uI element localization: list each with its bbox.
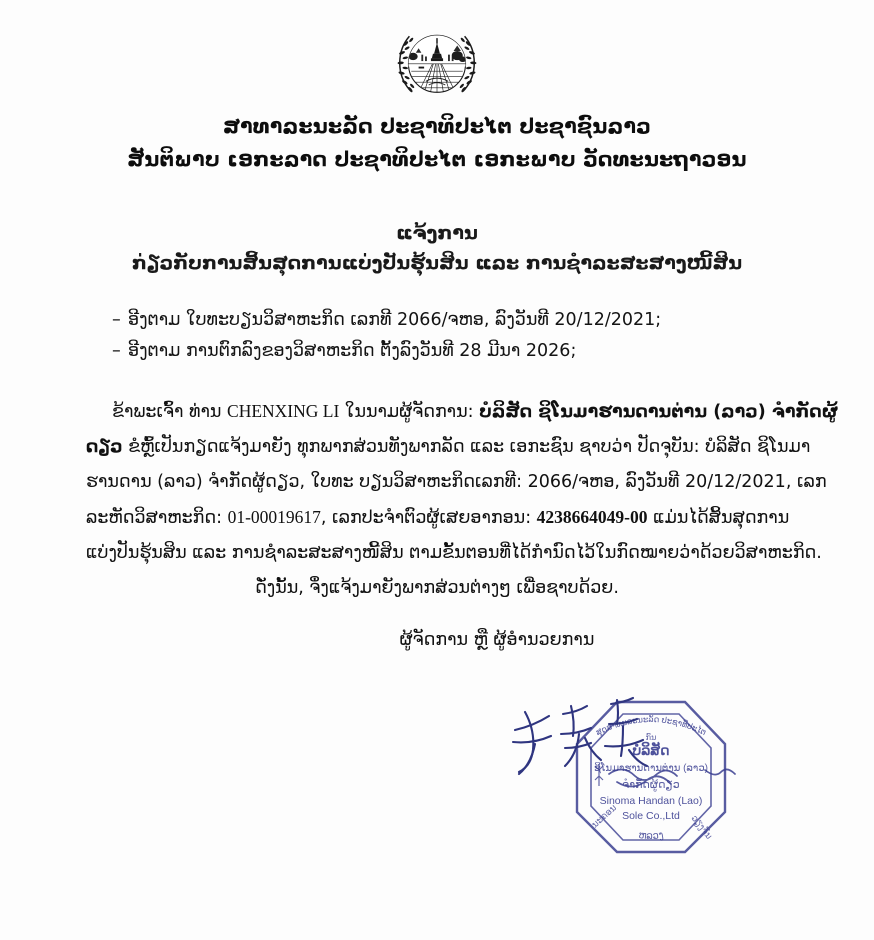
company-name: ບໍລິສັດ ຊິໂນມາຮານດານຕ່ານ (ລາວ) ຈຳກັດຜູ້ — [479, 402, 838, 422]
body-line-1-prefix: ຂ້າພະເຈົ້າ ທ່ານ — [112, 402, 228, 422]
body-line-1 — [86, 394, 838, 430]
signature-and-seal-area — [505, 690, 765, 890]
body-line-4-tail: ແມ່ນໄດ້ສິ້ນສຸດການ — [647, 508, 790, 528]
body-line-3: ຮານດານ (ລາວ) ຈຳກັດຜູ້ດຽວ, ໃບທະ ບຽນວິສາຫະກິດເລກທີ: 2066/ຈຫອ, ລົງວັນທີ 20/12/2021, ເລກ — [86, 472, 827, 492]
body-line-4 — [86, 500, 790, 536]
document-subtitle: ກ່ຽວກັບການສິ້ນສຸດການແບ່ງປັນຮຸ້ນສິນ ແລະ ການຊຳລະສະສາງໜີ້ສິນ — [131, 252, 743, 274]
reference-item — [112, 305, 772, 336]
seal-line-5: Sinoma Handan (Lao) — [599, 795, 703, 807]
enterprise-code-value: 01-00019617 — [227, 507, 321, 527]
lao-national-emblem-icon — [391, 16, 483, 108]
seal-line-1: ກົນ — [645, 733, 657, 742]
bullet-dash: – — [112, 310, 121, 330]
emblem-container — [0, 16, 874, 108]
national-motto-line: ສັນຕິພາບ ເອກະລາດ ປະຊາທິປະໄຕ ເອກະພາບ ວັດທະນະຖາວອນ — [127, 147, 747, 171]
body-paragraph — [86, 394, 838, 571]
seal-line-6: Sole Co.,Ltd — [622, 810, 680, 822]
tax-id-value: 4238664049-00 — [536, 507, 648, 527]
body-line-2-text: ຂໍຫຼົ້ເປັນກຽດແຈ້ງມາຍັງ ທຸກພາກສ່ວນທັງພາກລັດ ແລະ ເອກະຊົນ ຊາບວ່າ ປັດຈຸບັນ: ບໍລິສັດ ຊິໂນມາ — [122, 437, 811, 457]
seal-top-arc-text: ສຸດສາທະລະນະລັດ ປະຊາທິປະໄຕ — [594, 714, 708, 738]
body-line-5: ແບ່ງປັນຮຸ້ນສິນ ແລະ ການຊຳລະສະສາງໜີ້ສິນ ຕາມຂັ້ນຕອນທີ່ໄດ້ກຳນົດໄວ້ໃນກົດໝາຍວ່າດ້ວຍວິສາຫະກິດ. — [86, 543, 822, 563]
signer-title: ຜູ້ຈັດການ ຫຼື ຜູ້ອຳນວຍການ — [399, 630, 595, 650]
reference-list — [112, 305, 772, 367]
seal-left-arc-text: ນະຄອນ — [589, 802, 619, 830]
body-line-2 — [86, 430, 811, 465]
enterprise-code-label: ລະຫັດວິສາຫະກິດ: — [86, 508, 228, 528]
seal-line-2: ບໍລິສັດ — [632, 742, 670, 758]
tax-id-label: , ເລກປະຈຳຕົວຜູ້ເສຍອາກອນ: — [320, 508, 537, 528]
country-name-line: ສາທາລະນະລັດ ປະຊາທິປະໄຕ ປະຊາຊົນລາວ — [222, 114, 652, 138]
reference-text: ອີງຕາມ ໃບທະບຽນວິສາຫະກິດ ເລກທີ 2066/ຈຫອ, ລົງວັນທີ 20/12/2021; — [128, 310, 662, 330]
manager-name: CHENXING LI — [227, 401, 340, 421]
handwritten-signature — [505, 690, 765, 890]
seal-bottom-arc-text: ຫລວງ — [637, 829, 665, 843]
seal-right-arc-text: ວຽງຈັນ — [689, 813, 715, 841]
reference-item — [112, 336, 772, 367]
seal-line-4: ຈຳກັດຜູ້ດຽວ — [622, 779, 680, 791]
company-name-tail: ດຽວ — [86, 437, 123, 457]
bullet-dash: – — [112, 341, 121, 361]
document-title: ແຈ້ງການ — [396, 222, 478, 244]
closing-statement: ດັ່ງນັ້ນ, ຈຶ່ງແຈ້ງມາຍັງພາກສ່ວນຕ່າງໆ ເພື່ອຊາບດ້ວຍ. — [255, 578, 619, 598]
body-line-1-mid: ໃນນາມຜູ້ຈັດການ: — [339, 402, 480, 422]
reference-text: ອີງຕາມ ການຕົກລົງຂອງວິສາຫະກິດ ຕັ້ງລົງວັນທີ 28 ມີນາ 2026; — [128, 341, 577, 361]
seal-line-3: ຊິໂນມາຮານດານຕ່ານ (ລາວ) — [594, 763, 708, 774]
